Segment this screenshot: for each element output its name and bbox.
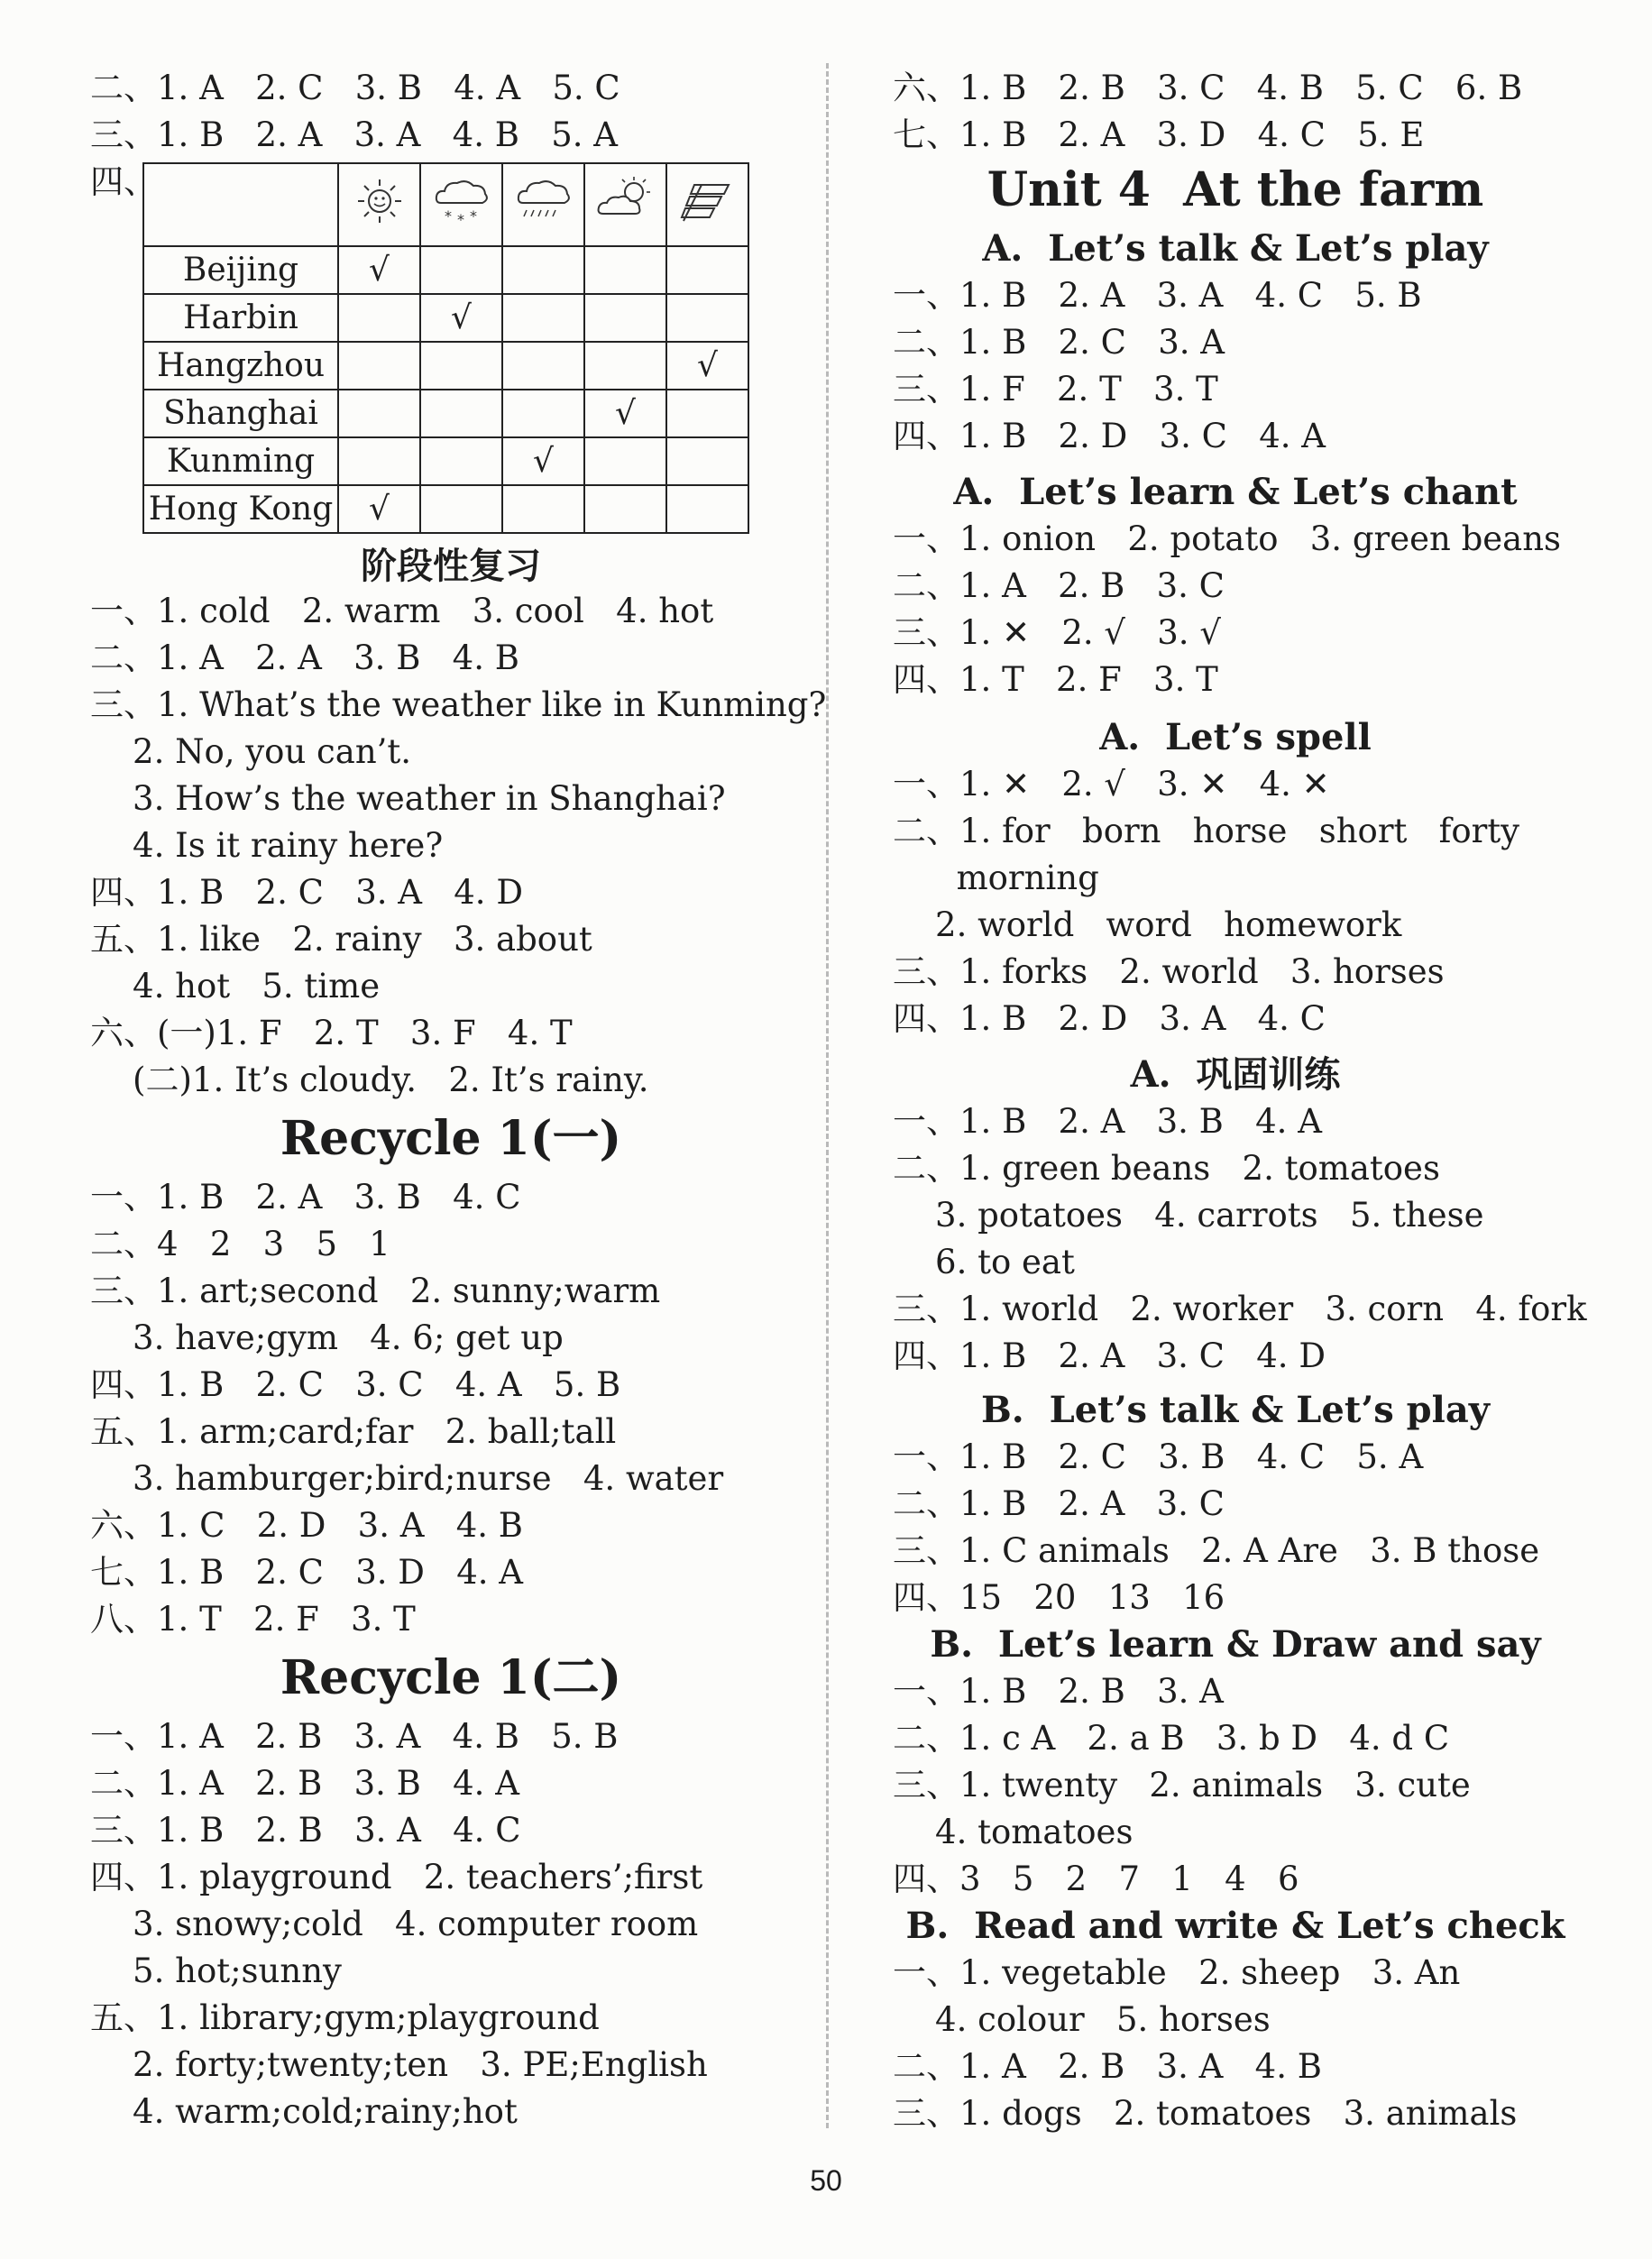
windy-icon	[666, 163, 748, 246]
answer-line: 4. Is it rainy here?	[90, 826, 444, 865]
answer-line: 一、1. A 2. B 3. A 4. B 5. B	[90, 1717, 619, 1756]
snowy-icon	[420, 163, 502, 246]
answer-line: 四、1. T 2. F 3. T	[893, 660, 1218, 699]
answer-line: 四、15 20 13 16	[893, 1578, 1225, 1617]
check-cell: √	[502, 437, 584, 485]
check-cell	[420, 437, 502, 485]
answer-line: 3. How’s the weather in Shanghai?	[90, 779, 726, 818]
answer-line: 5. hot;sunny	[90, 1951, 342, 1990]
check-cell	[420, 246, 502, 294]
answer-line: 四、1. B 2. C 3. C 4. A 5. B	[90, 1365, 621, 1404]
answer-line: 二、1. for born horse short forty	[893, 812, 1520, 850]
answer-line: 三、1. world 2. worker 3. corn 4. fork	[893, 1290, 1587, 1328]
answer-line: 二、1. A 2. B 3. A 4. B	[893, 2047, 1322, 2086]
table-row	[143, 437, 748, 485]
answer-line: 一、1. vegetable 2. sheep 3. An	[893, 1953, 1461, 1992]
table-row	[143, 342, 748, 390]
answer-line: 2. forty;twenty;ten 3. PE;English	[90, 2045, 708, 2084]
section-heading: A. Let’s spell	[1099, 716, 1372, 758]
check-cell: √	[584, 390, 666, 437]
answer-line: 七、1. B 2. C 3. D 4. A	[90, 1553, 523, 1592]
section-heading: Recycle 1(二)	[280, 1650, 622, 1705]
check-cell	[338, 437, 420, 485]
answer-line: 二、1. B 2. C 3. A	[893, 323, 1225, 362]
check-cell	[338, 342, 420, 390]
answer-line: 三、1. F 2. T 3. T	[893, 370, 1218, 409]
answer-line: 一、1. B 2. C 3. B 4. C 5. A	[893, 1437, 1424, 1476]
answer-line: 4. colour 5. horses	[893, 2000, 1271, 2039]
table-row	[143, 485, 748, 533]
section-heading: A. Let’s learn & Let’s chant	[953, 471, 1518, 513]
answer-line: 4. hot 5. time	[90, 967, 381, 1006]
table-row	[143, 246, 748, 294]
answer-line: 七、1. B 2. A 3. D 4. C 5. E	[893, 115, 1425, 154]
answer-line: 三、1. ✕ 2. √ 3. √	[893, 613, 1221, 652]
answer-line: morning	[893, 859, 1099, 897]
answer-line: 一、1. ✕ 2. √ 3. ✕ 4. ✕	[893, 765, 1330, 804]
check-cell	[420, 485, 502, 533]
table-label: 四、	[90, 162, 157, 201]
svg-text:*: *	[469, 207, 477, 225]
check-cell	[502, 485, 584, 533]
answer-line: 四、1. B 2. D 3. A 4. C	[893, 999, 1326, 1038]
answer-line: 6. to eat	[893, 1243, 1075, 1281]
check-cell	[584, 342, 666, 390]
answer-line: 二、4 2 3 5 1	[90, 1225, 390, 1263]
answer-line: 三、1. C animals 2. A Are 3. B those	[893, 1531, 1540, 1570]
answer-line: 三、1. dogs 2. tomatoes 3. animals	[893, 2094, 1518, 2133]
cloudy-icon	[584, 163, 666, 246]
sunny-icon	[338, 163, 420, 246]
answer-line: 2. world word homework	[893, 905, 1402, 944]
answer-line: 三、1. twenty 2. animals 3. cute	[893, 1766, 1471, 1804]
svg-text:*: *	[456, 210, 464, 228]
city-name: Kunming	[143, 437, 338, 485]
city-name: Beijing	[143, 246, 338, 294]
check-cell	[502, 342, 584, 390]
answer-line: 三、1. art;second 2. sunny;warm	[90, 1272, 661, 1310]
check-cell: √	[420, 294, 502, 342]
answer-line: 2. No, you can’t.	[90, 732, 412, 771]
answer-line: 一、1. B 2. A 3. A 4. C 5. B	[893, 276, 1422, 315]
city-name: Hong Kong	[143, 485, 338, 533]
check-cell	[502, 294, 584, 342]
table-row	[143, 294, 748, 342]
answer-line: 3. snowy;cold 4. computer room	[90, 1905, 699, 1943]
answer-line: 六、1. B 2. B 3. C 4. B 5. C 6. B	[893, 69, 1523, 107]
check-cell	[666, 246, 748, 294]
answer-line: 三、1. forks 2. world 3. horses	[893, 952, 1445, 991]
answer-line: 二、1. A 2. B 3. B 4. A	[90, 1764, 519, 1803]
weather-icon-row	[143, 163, 748, 246]
check-cell	[420, 390, 502, 437]
check-cell: √	[666, 342, 748, 390]
table-row	[143, 390, 748, 437]
answer-line: 五、1. like 2. rainy 3. about	[90, 920, 592, 959]
check-cell: √	[338, 246, 420, 294]
section-heading: A. 巩固训练	[1130, 1053, 1341, 1096]
answer-line: 一、1. B 2. A 3. B 4. A	[893, 1102, 1322, 1141]
section-heading: Recycle 1(一)	[280, 1111, 622, 1166]
answer-line: 4. tomatoes	[893, 1813, 1133, 1851]
answer-line: 一、1. cold 2. warm 3. cool 4. hot	[90, 592, 714, 630]
check-cell: √	[338, 485, 420, 533]
check-cell	[666, 485, 748, 533]
column-divider	[826, 63, 829, 2128]
answer-line: 二、1. B 2. A 3. C	[893, 1484, 1225, 1523]
check-cell	[420, 342, 502, 390]
section-heading: A. Let’s talk & Let’s play	[982, 227, 1489, 270]
section-heading: B. Read and write & Let’s check	[905, 1905, 1565, 1947]
answer-line: 四、1. playground 2. teachers’;first	[90, 1858, 703, 1896]
answer-line: 八、1. T 2. F 3. T	[90, 1600, 416, 1639]
check-cell	[584, 246, 666, 294]
check-cell	[584, 437, 666, 485]
answer-line: 二、1. A 2. C 3. B 4. A 5. C	[90, 69, 620, 107]
page-number: 50	[810, 2164, 842, 2197]
answer-line: 二、1. A 2. A 3. B 4. B	[90, 638, 519, 677]
answer-line: 3. have;gym 4. 6; get up	[90, 1318, 564, 1357]
answer-line: 四、1. B 2. C 3. A 4. D	[90, 873, 523, 912]
city-name: Shanghai	[143, 390, 338, 437]
section-heading: B. Let’s learn & Draw and say	[930, 1623, 1541, 1666]
answer-line: (二)1. It’s cloudy. 2. It’s rainy.	[90, 1061, 649, 1099]
section-heading: B. Let’s talk & Let’s play	[980, 1389, 1491, 1431]
svg-text:*: *	[444, 207, 452, 225]
answer-line: 六、1. C 2. D 3. A 4. B	[90, 1506, 523, 1545]
section-heading: 阶段性复习	[361, 545, 541, 587]
check-cell	[338, 294, 420, 342]
answer-line: 二、1. A 2. B 3. C	[893, 566, 1225, 605]
weather-table	[142, 162, 749, 534]
city-name: Harbin	[143, 294, 338, 342]
answer-line: 四、1. B 2. A 3. C 4. D	[893, 1336, 1326, 1375]
answer-line: 三、1. What’s the weather like in Kunming?	[90, 685, 827, 724]
check-cell	[338, 390, 420, 437]
rainy-icon	[502, 163, 584, 246]
answer-line: 一、1. B 2. A 3. B 4. C	[90, 1178, 521, 1217]
answer-line: 四、3 5 2 7 1 4 6	[893, 1860, 1299, 1898]
check-cell	[502, 390, 584, 437]
answer-line: 4. warm;cold;rainy;hot	[90, 2092, 518, 2131]
answer-line: 一、1. B 2. B 3. A	[893, 1672, 1224, 1711]
answer-line: 3. potatoes 4. carrots 5. these	[893, 1196, 1484, 1235]
check-cell	[666, 437, 748, 485]
corner-cell	[143, 163, 338, 246]
answer-line: 五、1. library;gym;playground	[90, 1998, 600, 2037]
answer-line: 六、(一)1. F 2. T 3. F 4. T	[90, 1014, 573, 1052]
check-cell	[584, 294, 666, 342]
city-name: Hangzhou	[143, 342, 338, 390]
check-cell	[502, 246, 584, 294]
answer-line: 3. hamburger;bird;nurse 4. water	[90, 1459, 724, 1498]
answer-line: 二、1. green beans 2. tomatoes	[893, 1149, 1440, 1188]
check-cell	[666, 390, 748, 437]
answer-line: 四、1. B 2. D 3. C 4. A	[893, 417, 1326, 455]
answer-line: 一、1. onion 2. potato 3. green beans	[893, 519, 1562, 558]
answer-line: 五、1. arm;card;far 2. ball;tall	[90, 1412, 617, 1451]
answer-line: 三、1. B 2. B 3. A 4. C	[90, 1811, 521, 1850]
answer-line: 二、1. c A 2. a B 3. b D 4. d C	[893, 1719, 1450, 1758]
answer-line: 三、1. B 2. A 3. A 4. B 5. A	[90, 115, 618, 154]
unit-title: Unit 4 At the farm	[987, 162, 1484, 217]
check-cell	[666, 294, 748, 342]
check-cell	[584, 485, 666, 533]
